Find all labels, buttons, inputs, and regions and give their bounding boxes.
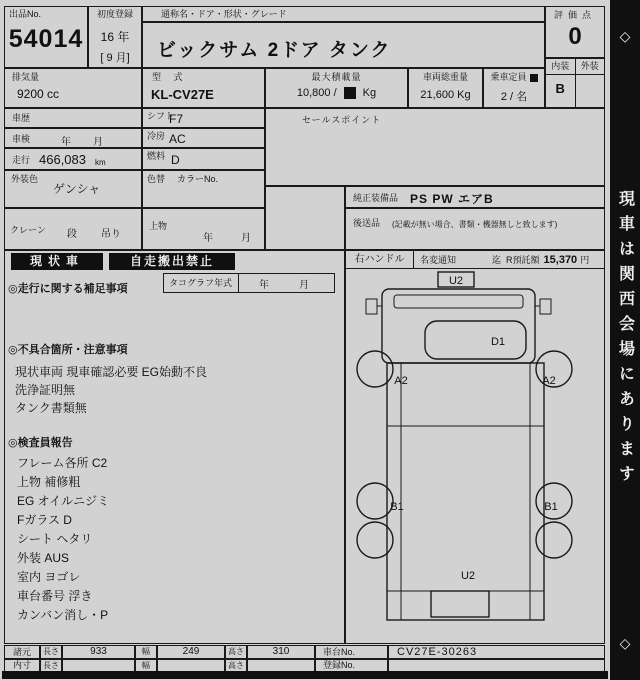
- defect-line: 洗浄証明無: [15, 383, 76, 397]
- gross-weight-value: 21,600 Kg: [420, 89, 471, 101]
- body-top-year: 年: [203, 233, 213, 244]
- vehicle-name-value: ビックサム 2ドア タンク: [157, 40, 392, 61]
- history-cell: [4, 108, 142, 128]
- capacity-unit: 名: [516, 91, 528, 103]
- first-registration-cell: [88, 6, 142, 68]
- exterior-color-cell: [4, 170, 142, 208]
- vehicle-name-header-cell: [142, 6, 545, 22]
- tachograph-month: 月: [299, 279, 310, 291]
- max-load-value-row: [266, 87, 407, 99]
- max-load-label: 最大積載量: [311, 72, 362, 82]
- model-cell: [142, 68, 265, 108]
- yen-label: 円: [580, 255, 590, 265]
- max-load-cell: [265, 68, 408, 108]
- capacity-cell: [483, 68, 545, 108]
- width-value: 249: [157, 645, 225, 659]
- black-stamp-mark: [344, 87, 356, 99]
- exhibit-no-label: 出品No.: [9, 9, 42, 19]
- exhibit-no-cell: [4, 6, 88, 68]
- mark-rear-right: B1: [544, 501, 558, 513]
- diamond-icon: ◇: [619, 28, 631, 44]
- notes-region: [4, 250, 345, 644]
- bottom-black-bar: [2, 671, 608, 679]
- mark-rear-left: B1: [390, 501, 404, 513]
- rhd-box: 右ハンドル: [346, 251, 414, 269]
- sales-point-cell: [265, 108, 605, 186]
- name-change-row: [414, 251, 604, 269]
- diamond-icon: ◇: [619, 635, 631, 651]
- vehicle-name-cell: [142, 22, 545, 68]
- inspector-title: ◎検査員報告: [8, 437, 73, 449]
- capacity-value-row: [484, 88, 544, 104]
- max-load-unit: Kg: [362, 87, 377, 99]
- sales-point-label: セールスポイント: [302, 115, 382, 125]
- inspector-line: カンバン消し・P: [17, 608, 109, 622]
- width-label: 幅: [135, 645, 157, 659]
- chassis-no-label: 車台No.: [315, 645, 388, 659]
- vehicle-diagram: [346, 269, 604, 643]
- capacity-value: 2 /: [500, 91, 514, 103]
- displacement-cell: [4, 68, 142, 108]
- inspector-line: フレーム各所 C2: [17, 456, 108, 470]
- gross-weight-cell: [408, 68, 483, 108]
- vehicle-name-label: 通称名・ドア・形状・グレード: [161, 9, 287, 19]
- body-top-cell: [142, 208, 265, 250]
- specs-row2-label: 内寸: [4, 659, 40, 672]
- shift-label: シフト: [147, 111, 175, 121]
- defect-line: 現状車両 現車確認必要 EG始動不良: [15, 365, 208, 379]
- height-value: 310: [247, 645, 315, 659]
- genuine-equipment-cell: [345, 186, 605, 208]
- body-top-label: 上物: [149, 221, 168, 231]
- body-top-month: 月: [241, 233, 251, 244]
- length-value: 933: [62, 645, 135, 659]
- interior-col: [546, 59, 576, 107]
- model-label: 型 式: [152, 72, 188, 82]
- displacement-label: 排気量: [12, 72, 40, 82]
- first-registration-label: 初度登録: [96, 9, 133, 19]
- exterior-color-value: ゲンシャ: [53, 182, 101, 196]
- crane-label: クレーン: [10, 225, 46, 235]
- tachograph-year: 年: [259, 279, 270, 291]
- width-label: 幅: [135, 659, 157, 672]
- genuine-equipment-value: PS PW エアB: [410, 192, 494, 206]
- chassis-no-value: CV27E-30263: [388, 645, 605, 659]
- tachograph-label: タコグラフ年式: [169, 277, 233, 288]
- mark-front-left: A2: [394, 375, 408, 387]
- inspection-label: 車検: [12, 134, 31, 144]
- inspector-line: 外装 AUS: [17, 551, 70, 565]
- shift-cell: [142, 108, 265, 128]
- shift-value: F7: [169, 112, 184, 126]
- defect-line: タンク書類無: [15, 401, 87, 415]
- venue-sidebar: [610, 0, 640, 680]
- fuel-cell: [142, 148, 265, 170]
- interior-value: B: [555, 81, 565, 96]
- height-label: 高さ: [225, 659, 247, 672]
- mileage-note-title: ◎走行に関する補足事項: [8, 283, 128, 295]
- length-label: 長さ: [40, 645, 62, 659]
- later-shipment-note: (記載が無い場合、書類・機器無しと致します): [392, 220, 558, 229]
- deposit-value: 15,370: [543, 253, 578, 266]
- divider: [238, 274, 239, 292]
- inspector-line: 室内 ヨゴレ: [17, 570, 81, 584]
- mark-windshield: D1: [490, 336, 506, 348]
- interior-exterior-cell: [545, 58, 605, 108]
- exterior-color-label: 外装色: [11, 174, 39, 184]
- color-change-label: 色替: [147, 174, 166, 184]
- inspector-line: EG オイルニジミ: [17, 494, 110, 508]
- black-stamp-mark: [530, 74, 538, 82]
- inspector-line: シート ヘタリ: [17, 532, 93, 546]
- mark-bottom: U2: [460, 570, 476, 582]
- first-registration-month: [ 9 月]: [100, 52, 130, 64]
- color-no-label: カラーNo.: [177, 174, 219, 184]
- fuel-label: 燃料: [147, 151, 166, 161]
- crane-hoist: 吊り: [101, 229, 121, 240]
- capacity-label: 乗車定員: [490, 72, 527, 82]
- crane-step: 段: [67, 229, 77, 240]
- displacement-value: 9200 cc: [17, 87, 60, 101]
- specs-row1-label: 諸元: [4, 645, 40, 659]
- until-label: 迄: [492, 255, 502, 265]
- name-change-label: 名変通知: [420, 255, 457, 265]
- mileage-value: 466,083: [39, 152, 86, 167]
- inspector-line: 車台番号 浮き: [17, 589, 93, 603]
- exterior-col: [576, 59, 605, 107]
- gross-weight-label: 車両総重量: [422, 72, 468, 82]
- aircon-value: AC: [169, 132, 186, 146]
- later-shipment-label: 後送品: [353, 218, 381, 228]
- fuel-value: D: [171, 153, 180, 167]
- height-label: 高さ: [225, 645, 247, 659]
- score-cell: [545, 6, 605, 58]
- inspection-year: 年: [61, 137, 71, 148]
- inspection-cell: [4, 128, 142, 148]
- deposit-label: R預託額: [506, 255, 540, 265]
- empty-cell: [265, 186, 345, 250]
- mileage-label: 走行: [12, 155, 31, 165]
- aircon-label: 冷房: [147, 131, 166, 141]
- length-label: 長さ: [40, 659, 62, 672]
- exterior-label: 外装: [576, 59, 605, 75]
- first-registration-year: 16 年: [100, 30, 130, 44]
- diagram-region: [345, 250, 605, 644]
- mileage-unit: km: [95, 158, 106, 167]
- inspector-line: 上物 補修粗: [17, 475, 81, 489]
- history-label: 車歴: [12, 113, 31, 123]
- score-label: 評価点: [553, 10, 596, 20]
- as-is-badge: 現状車: [11, 253, 103, 270]
- exhibit-no-value: 54014: [8, 25, 84, 53]
- mileage-cell: [4, 148, 142, 170]
- tachograph-box: [163, 273, 335, 293]
- no-self-removal-badge: 自走搬出禁止: [109, 253, 235, 270]
- later-shipment-cell: [345, 208, 605, 250]
- registration-no-label: 登録No.: [315, 659, 388, 672]
- max-load-value: 10,800 /: [296, 87, 337, 99]
- mark-front-right: A2: [542, 375, 556, 387]
- inspector-line: Fガラス D: [17, 513, 72, 527]
- model-value: KL-CV27E: [151, 87, 214, 102]
- aircon-cell: [142, 128, 265, 148]
- score-value: 0: [568, 23, 582, 50]
- genuine-equipment-label: 純正装備品: [353, 193, 399, 203]
- mark-top: U2: [448, 275, 464, 287]
- color-change-cell: [142, 170, 265, 208]
- inspection-month: 月: [93, 137, 103, 148]
- defects-title: ◎不具合箇所・注意事項: [8, 344, 128, 356]
- capacity-label-row: [484, 69, 544, 83]
- crane-cell: [4, 208, 142, 250]
- interior-label: 内装: [546, 59, 575, 75]
- venue-sidebar-text: 現車は関西会場にあります: [616, 190, 634, 490]
